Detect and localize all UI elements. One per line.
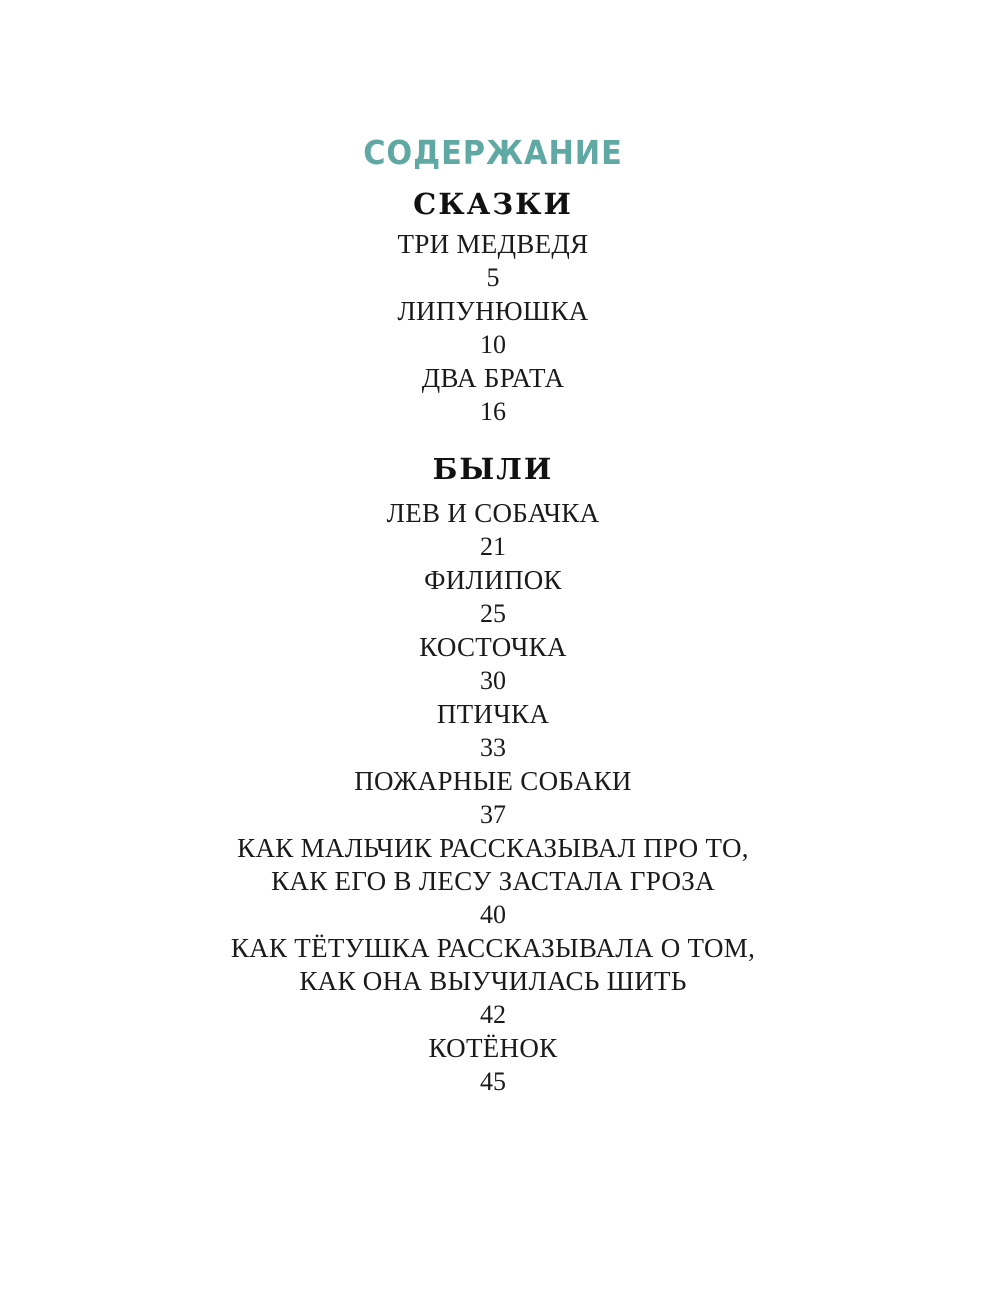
entry-title: ЛЕВ И СОБАЧКА [386, 498, 600, 528]
entry-title-line-2: КАК ЕГО В ЛЕСУ ЗАСТАЛА ГРОЗА [271, 866, 715, 896]
entry-title: ЛИПУНЮШКА [397, 296, 589, 326]
entry-title-line-1: КАК ТЁТУШКА РАССКАЗЫВАЛА О ТОМ, [230, 933, 756, 963]
entry-title: ФИЛИПОК [424, 565, 562, 595]
entry-page-number: 33 [480, 733, 506, 762]
table-of-contents [0, 128, 986, 1099]
entry-title: КОСТОЧКА [419, 632, 567, 662]
toc-title: СОДЕРЖАНИЕ [363, 133, 623, 172]
toc-entry[interactable] [0, 631, 986, 698]
entry-title: ПОЖАРНЫЕ СОБАКИ [354, 766, 632, 796]
entry-page-number: 45 [480, 1067, 506, 1096]
entry-title: КОТЁНОК [428, 1033, 558, 1063]
toc-entry[interactable] [0, 295, 986, 362]
section-heading: БЫЛИ [432, 452, 554, 486]
entry-title-line-1: КАК МАЛЬЧИК РАССКАЗЫВАЛ ПРО ТО, [237, 833, 749, 863]
entry-page-number: 40 [480, 900, 506, 929]
entry-page-number: 16 [480, 397, 506, 426]
entry-title-line-2: КАК ОНА ВЫУЧИЛАСЬ ШИТЬ [299, 966, 687, 996]
toc-entry[interactable] [0, 932, 986, 1032]
toc-entry[interactable] [0, 1032, 986, 1099]
toc-entry[interactable] [0, 362, 986, 429]
entry-page-number: 42 [480, 1000, 506, 1029]
entry-page-number: 5 [486, 263, 500, 292]
entry-page-number: 25 [480, 599, 506, 628]
toc-entry[interactable] [0, 698, 986, 765]
toc-entry[interactable] [0, 497, 986, 564]
toc-entry[interactable] [0, 765, 986, 832]
entry-page-number: 30 [480, 666, 506, 695]
toc-entry[interactable] [0, 564, 986, 631]
entry-title: ДВА БРАТА [421, 363, 565, 393]
toc-entry[interactable] [0, 228, 986, 295]
section-skazki [0, 186, 986, 429]
entry-title: ТРИ МЕДВЕДЯ [397, 229, 589, 259]
toc-entry[interactable] [0, 832, 986, 932]
section-byli [0, 451, 986, 1099]
entry-page-number: 37 [480, 800, 506, 829]
entry-page-number: 10 [480, 330, 506, 359]
section-heading: СКАЗКИ [413, 187, 573, 221]
entry-title: ПТИЧКА [436, 699, 550, 729]
entry-page-number: 21 [480, 532, 506, 561]
